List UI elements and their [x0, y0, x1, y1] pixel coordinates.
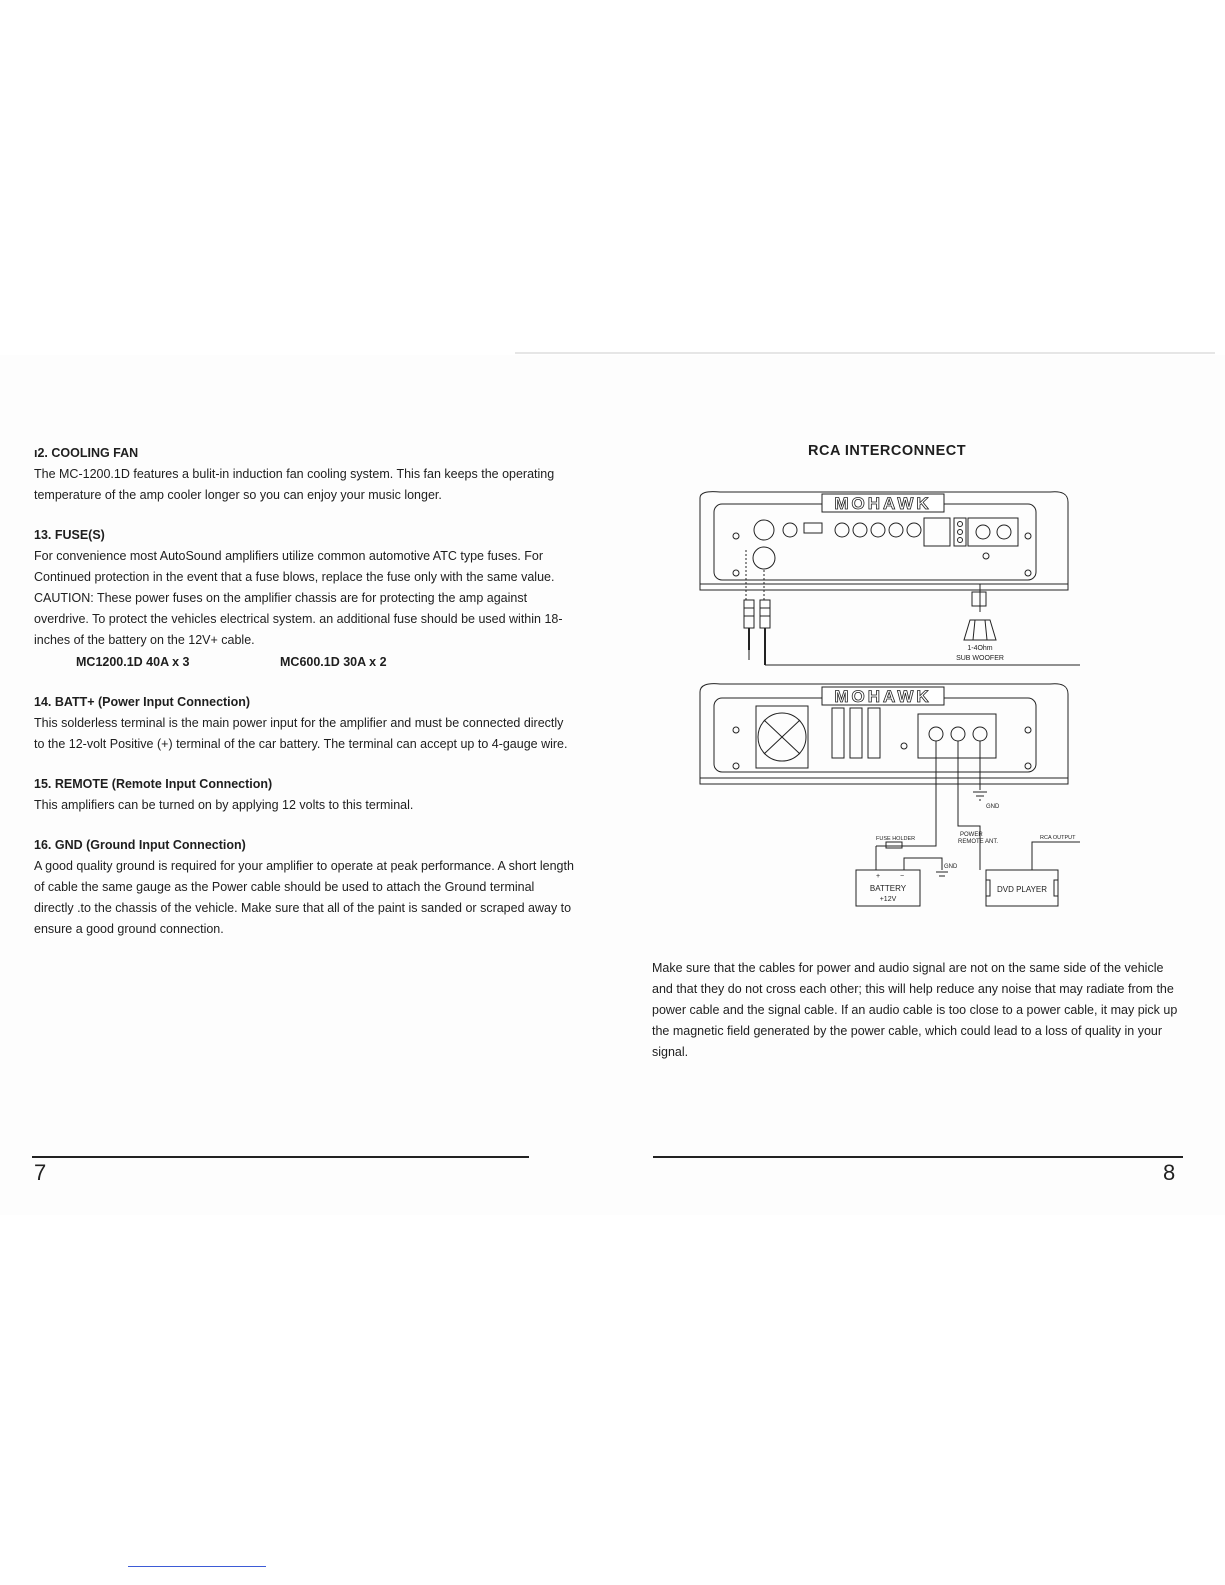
- left-page-column: [34, 443, 574, 959]
- fuse-spec-row: [34, 652, 574, 673]
- top-amplifier: [700, 492, 1068, 590]
- svg-text:MOHAWK: MOHAWK: [834, 494, 932, 513]
- battery-plus: +: [876, 873, 881, 880]
- section-body: A good quality ground is required for your amplifier to operate at peak performance. A short length of cable the same gauge as the Power cable should be used to attach the Ground terminal directly .to the chassis of the vehicle. Make sure that all of the paint is sanded or scraped away to ensure a good ground connection.: [34, 859, 574, 936]
- right-page-body: Make sure that the cables for power and audio signal are not on the same side of the vehicle and that they do not cross each other; this will help reduce any noise that may radiate from the power cable and the signal cable. If an audio cable is too close to a power cable, it may pick up the magnetic field generated by the power cable, which could lead to a loss of quality in your signal.: [652, 961, 1178, 1059]
- rca-output-label: RCA OUTPUT: [1040, 835, 1076, 841]
- battery-label: BATTERY: [869, 884, 907, 893]
- speaker-label: SUB WOOFER: [956, 655, 1004, 662]
- section-body: This amplifiers can be turned on by applying 12 volts to this terminal.: [34, 798, 414, 812]
- section-remote: [34, 774, 574, 816]
- rca-plugs: [744, 550, 770, 665]
- dvd-label: DVD PLAYER: [996, 885, 1048, 894]
- gnd-label-amp: GND: [986, 804, 1000, 810]
- page-number-left: 7: [34, 1160, 47, 1185]
- page-number-right: 8: [1163, 1160, 1176, 1185]
- section-title: 15. REMOTE (Remote Input Connection): [34, 777, 273, 791]
- fuse-spec-mc1200: MC1200.1D 40A x 3: [76, 655, 190, 669]
- right-footer-rule: [653, 1156, 1183, 1158]
- battery-voltage: +12V: [879, 896, 897, 903]
- gnd-label-battery: GND: [944, 864, 958, 870]
- power-wiring: [876, 741, 1076, 876]
- speaker-impedance: 1-4Ohm: [967, 645, 993, 652]
- diagram-title: RCA INTERCONNECT: [808, 443, 967, 459]
- rca-interconnect-diagram: [680, 480, 1080, 920]
- section-title: 13. FUSE(S): [34, 528, 105, 542]
- section-fuses: [34, 525, 574, 673]
- fuse-spec-mc600: MC600.1D 30A x 2: [280, 655, 387, 669]
- remote-label: REMOTE ANT.: [958, 839, 999, 845]
- power-label: POWER: [960, 832, 983, 838]
- section-title: 16. GND (Ground Input Connection): [34, 838, 246, 852]
- section-title: ı2. COOLING FAN: [34, 446, 139, 460]
- section-body: For convenience most AutoSound amplifiers utilize common automotive ATC type fuses. For Continued protection in the event that a fuse blows, replace the fuse only with the same value. CAUTION: These power fuses on the amplifier chassis are for protecting the amp against overdrive. To protect the vehicles electrical system. an additional fuse should be used within 18-inches of the battery on the 12V+ cable.: [34, 549, 563, 647]
- top-amp-brand: [822, 494, 944, 513]
- section-cooling-fan: [34, 443, 574, 506]
- left-footer-rule: [32, 1156, 529, 1158]
- section-gnd: [34, 835, 574, 940]
- fuse-holder-label: FUSE HOLDER: [876, 836, 916, 842]
- section-title: 14. BATT+ (Power Input Connection): [34, 695, 251, 709]
- battery: [856, 870, 920, 906]
- bottom-amplifier: [700, 684, 1068, 784]
- section-batt: [34, 692, 574, 755]
- section-body: The MC-1200.1D features a bulit-in induction fan cooling system. This fan keeps the operating temperature of the amp cooler longer so you can enjoy your music longer.: [34, 467, 555, 502]
- svg-text:MOHAWK: MOHAWK: [834, 687, 932, 706]
- subwoofer: [956, 584, 1004, 662]
- dvd-player: [980, 850, 1058, 906]
- scan-edge-line: [515, 352, 1215, 354]
- bottom-amp-brand: [822, 687, 944, 706]
- section-body: This solderless terminal is the main power input for the amplifier and must be connected directly to the 12-volt Positive (+) terminal of the car battery. The terminal can accept up to 4-gauge wire.: [34, 716, 568, 751]
- scan-artifact-line: [128, 1566, 266, 1567]
- battery-minus: −: [900, 873, 905, 880]
